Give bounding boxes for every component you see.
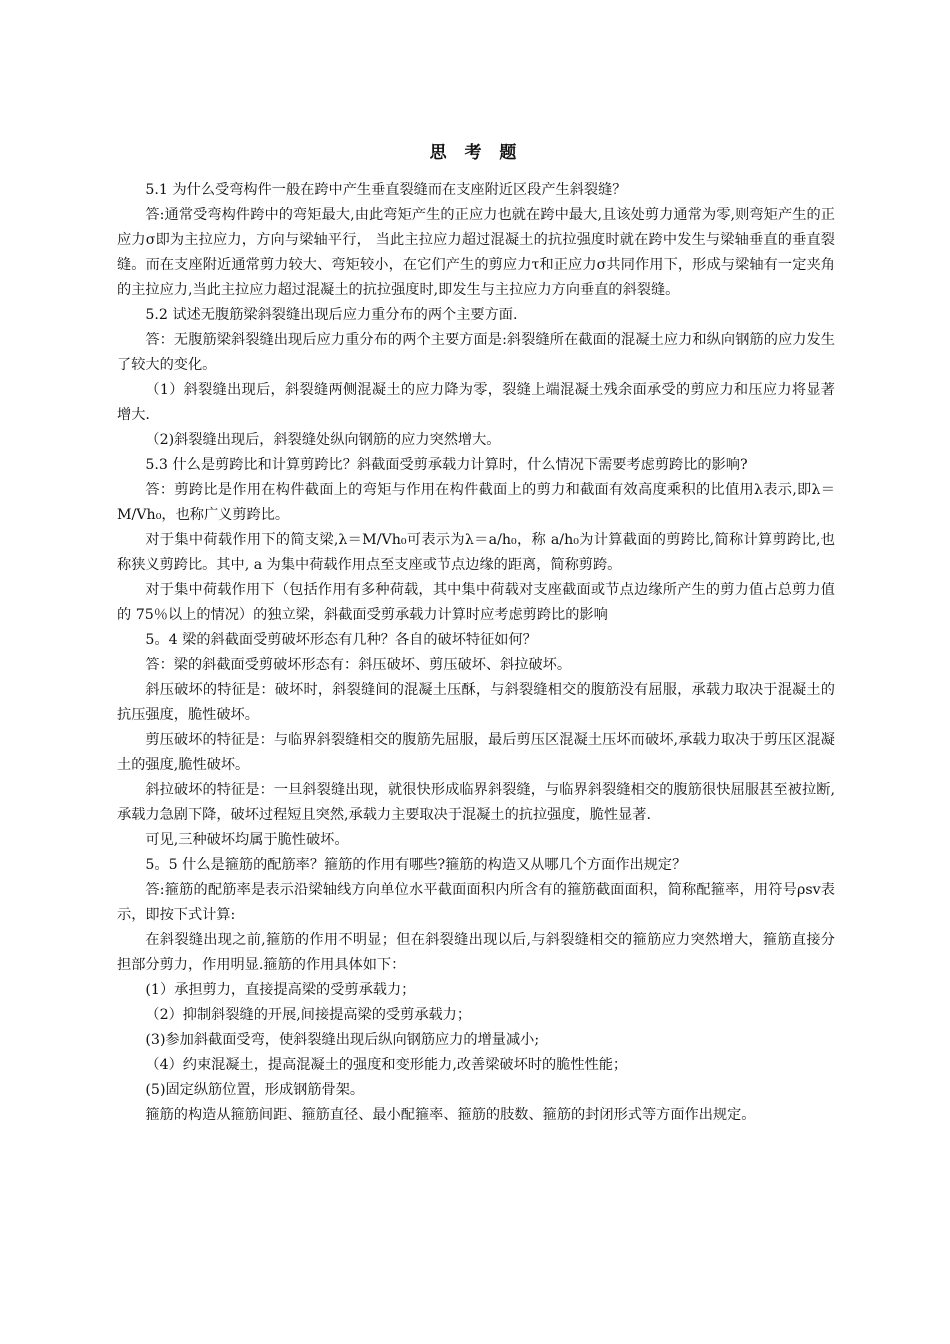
answer-5-5-stirrup-role: 在斜裂缝出现之前,箍筋的作用不明显；但在斜裂缝出现以后,与斜裂缝相交的箍筋应力突然增大，箍筋直接分担部分剪力，作用明显.箍筋的作用具体如下： — [117, 932, 835, 973]
question-5-1: 5.1 为什么受弯构件一般在跨中产生垂直裂缝而在支座附近区段产生斜裂缝？ — [145, 182, 627, 198]
answer-5-3-simple-beam: 对于集中荷载作用下的简支梁,λ＝M/Vh₀可表示为λ＝a/h₀，称 a/h₀为计算截面的剪跨比,简称计算剪跨比,也称狭义剪跨比。其中, a 为集中荷载作用点至支座或节点边缘的距离，简称剪跨。 — [117, 532, 835, 573]
question-5-2: 5.2 试述无腹筋梁斜裂缝出现后应力重分布的两个主要方面. — [145, 307, 518, 323]
question-5-3: 5.3 什么是剪跨比和计算剪跨比？斜截面受剪承载力计算时，什么情况下需要考虑剪跨比的影响? — [145, 457, 748, 473]
answer-5-3: 答：剪跨比是作用在构件截面上的弯矩与作用在构件截面上的剪力和截面有效高度乘积的比值用λ表示,即λ＝M/Vh₀，也称广义剪跨比。 — [117, 482, 835, 523]
stirrup-role-2: （2）抑制斜裂缝的开展,间接提高梁的受剪承载力； — [145, 1007, 472, 1023]
answer-5-3-independent-beam: 对于集中荷载作用下（包括作用有多种荷载，其中集中荷载对支座截面或节点边缘所产生的剪力值占总剪力值的 75％以上的情况）的独立梁，斜截面受剪承载力计算时应考虑剪跨比的影响 — [117, 582, 835, 623]
question-5-4: 5。4 梁的斜截面受剪破坏形态有几种？各自的破坏特征如何？ — [145, 632, 537, 648]
page-title: 思 考 题 — [429, 143, 523, 163]
answer-5-4-diagonal-tension: 斜拉破坏的特征是：一旦斜裂缝出现，就很快形成临界斜裂缝，与临界斜裂缝相交的腹筋很快屈服甚至被拉断,承载力急剧下降，破坏过程短且突然,承载力主要取决于混凝土的抗拉强度，脆性显著. — [117, 782, 835, 823]
answer-5-4: 答：梁的斜截面受剪破坏形态有：斜压破坏、剪压破坏、斜拉破坏。 — [145, 657, 572, 673]
document-body — [117, 178, 835, 1128]
answer-5-4-shear-compression: 剪压破坏的特征是：与临界斜裂缝相交的腹筋先屈服，最后剪压区混凝土压坏而破坏,承载力取决于剪压区混凝土的强度,脆性破坏。 — [117, 732, 835, 773]
stirrup-role-1: (1）承担剪力，直接提高梁的受剪承载力； — [145, 982, 416, 998]
answer-5-5-stirrup-detailing: 箍筋的构造从箍筋间距、箍筋直径、最小配箍率、箍筋的肢数、箍筋的封闭形式等方面作出规定。 — [145, 1107, 756, 1123]
answer-5-1: 答:通常受弯构件跨中的弯矩最大,由此弯矩产生的正应力也就在跨中最大,且该处剪力通常为零,则弯矩产生的正应力σ即为主拉应力，方向与梁轴平行， 当此主拉应力超过混凝土的抗拉强度时就在跨中发生与梁轴垂直的垂直裂缝。而在支座附近通常剪力较大、弯矩较小，在它们产生的剪应力τ和正应力σ共同作用下，形成与梁轴有一定夹角的主拉应力,当此主拉应力超过混凝土的抗拉强度时,即发生与主拉应力方向垂直的斜裂缝。 — [117, 207, 835, 298]
answer-5-2-point-2: （2)斜裂缝出现后，斜裂缝处纵向钢筋的应力突然增大。 — [145, 432, 501, 448]
stirrup-role-3: (3)参加斜截面受弯，使斜裂缝出现后纵向钢筋应力的增量减小; — [145, 1032, 540, 1048]
stirrup-role-5: (5)固定纵筋位置，形成钢筋骨架。 — [145, 1082, 365, 1098]
question-5-5: 5。5 什么是箍筋的配筋率？箍筋的作用有哪些?箍筋的构造又从哪几个方面作出规定？ — [145, 857, 687, 873]
answer-5-4-conclusion: 可见,三种破坏均属于脆性破坏。 — [145, 832, 349, 848]
answer-5-4-diagonal-compression: 斜压破坏的特征是：破坏时，斜裂缝间的混凝土压酥，与斜裂缝相交的腹筋没有屈服，承载力取决于混凝土的抗压强度，脆性破坏。 — [117, 682, 835, 723]
stirrup-role-4: （4）约束混凝土，提高混凝土的强度和变形能力,改善梁破坏时的脆性性能； — [145, 1057, 628, 1073]
answer-5-5: 答:箍筋的配筋率是表示沿梁轴线方向单位水平截面面积内所含有的箍筋截面面积，简称配箍率，用符号ρsv表示，即按下式计算: — [117, 882, 835, 923]
answer-5-2: 答：无腹筋梁斜裂缝出现后应力重分布的两个主要方面是:斜裂缝所在截面的混凝土应力和纵向钢筋的应力发生了较大的变化。 — [117, 332, 835, 373]
answer-5-2-point-1: （1）斜裂缝出现后，斜裂缝两侧混凝土的应力降为零，裂缝上端混凝土残余面承受的剪应力和压应力将显著增大. — [117, 382, 835, 423]
